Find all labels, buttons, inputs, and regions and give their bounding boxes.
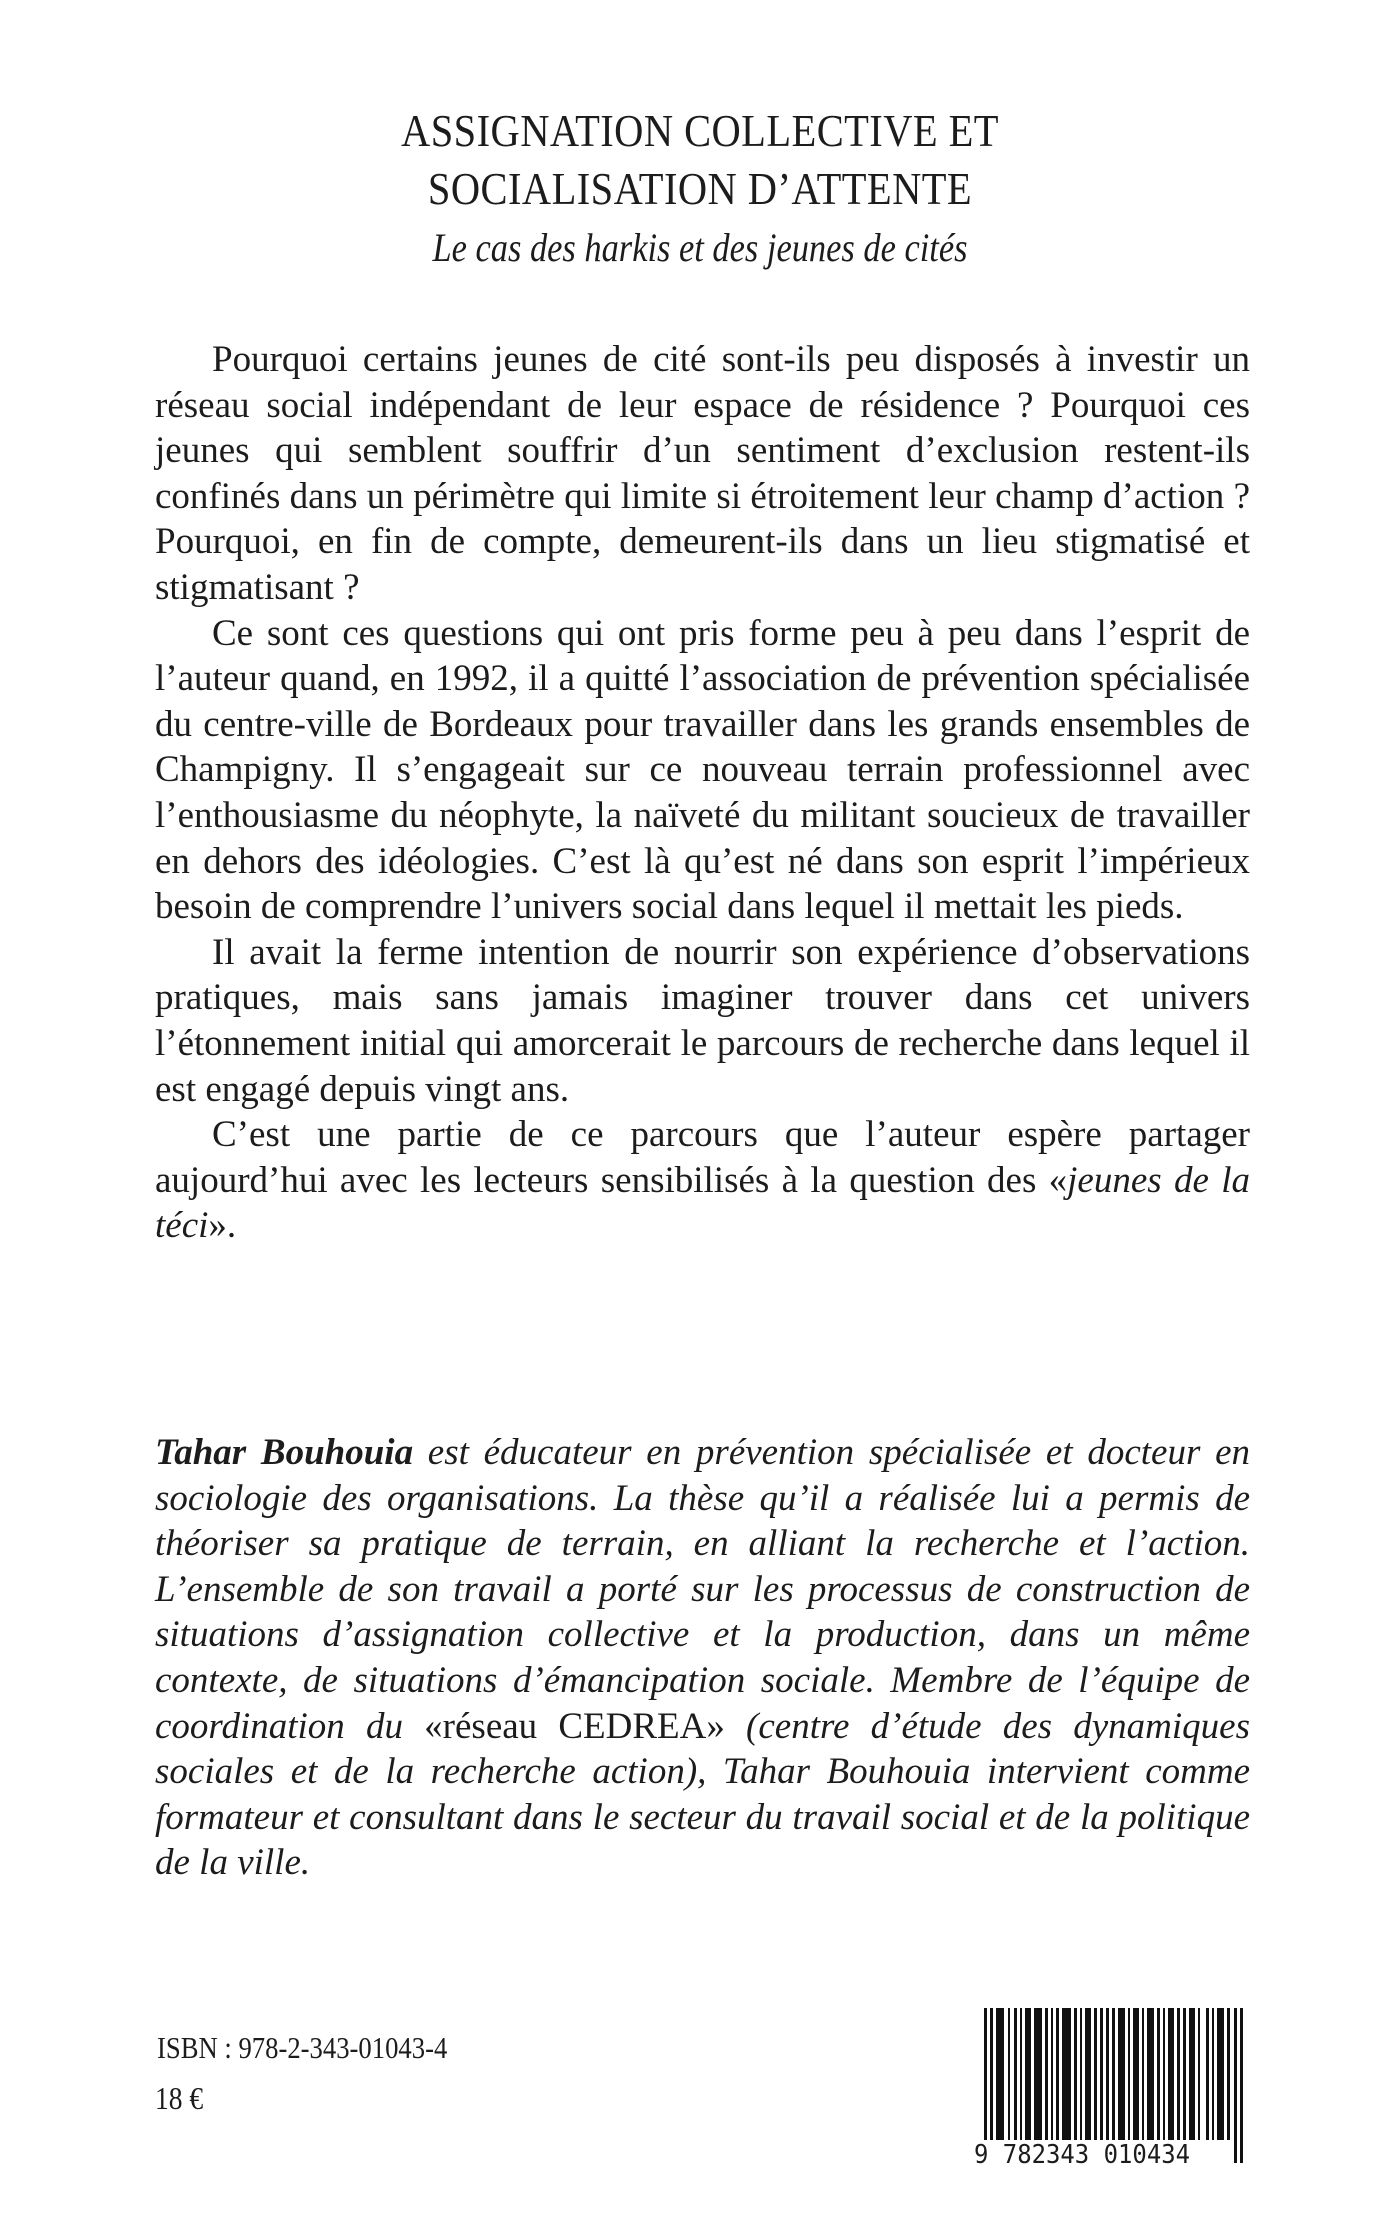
jeunes-de-la-teci-italic: jeunes de la téci <box>155 1159 1250 1247</box>
network-name: «réseau CEDREA» <box>424 1705 725 1747</box>
description-paragraph-1: Pourquoi certains jeunes de cité sont-ils peu disposés à investir un réseau social indépendant de leur espace de résidence ? Pourquoi ces jeunes qui semblent souffrir d’un sentiment d’exclusion restent-ils confinés dans un périmètre qui limite si étroitement leur champ d’action ? Pourquoi, en fin de compte, demeurent-ils dans un lieu stigmatisé et stigmatisant ? <box>155 339 1250 608</box>
description-paragraph-4-text: C’est une partie de ce parcours que l’auteur espère partager aujourd’hui avec les lecteurs sensibilisés à la question des <box>155 1114 1250 1201</box>
description-paragraph-2: Ce sont ces questions qui ont pris forme peu à peu dans l’esprit de l’auteur quand, en 1992, il a quitté l’association de prévention spécialisée du centre-ville de Bordeaux pour travailler dans les grands ensembles de Champigny. Il s’engageait sur ce nouveau terrain professionnel avec l’enthousiasme du néophyte, la naïveté du militant soucieux de travailler en dehors des idéologies. C’est là qu’est né dans son esprit l’impérieux besoin de comprendre l’univers social dans lequel il mettait les pieds. <box>155 612 1250 928</box>
bio-paragraph <box>155 1430 1250 1886</box>
barcode <box>974 2008 1260 2173</box>
author-name: Tahar Bouhouia <box>155 1432 414 1473</box>
book-title-line-2: SOCIALISATION D’ATTENTE <box>427 163 973 214</box>
book-subtitle: Le cas des harkis et des jeunes de cités <box>432 225 968 270</box>
quote-close: ». <box>208 1205 237 1247</box>
price: 18 € <box>155 2080 204 2116</box>
bio-text-1: est éducateur en prévention spécialisée et docteur en sociologie des organisations. La thèse qu’il a réalisée lui a permis de théoriser sa pratique de terrain, en alliant la recherche et l’action. L’ensemble de son travail a porté sur les processus de construction de situations d’assignation collective et la production, dans un même contexte, de situations d’émancipation sociale. Membre de l’équipe de coordination du <box>155 1432 1250 1747</box>
barcode-digits: 9 782343 010434 <box>974 2140 1232 2170</box>
title-block <box>0 102 1400 276</box>
quote-open: « <box>1048 1159 1068 1201</box>
author-bio <box>155 1430 1250 1886</box>
book-description <box>155 337 1250 1249</box>
isbn: ISBN : 978-2-343-01043-4 <box>157 2030 448 2065</box>
description-paragraph-4 <box>155 1112 1250 1249</box>
bio-text-2: (centre d’étude des dynamiques sociales et de la recherche action), Tahar Bouhouia intervient comme formateur et consultant dans le secteur du travail social et de la politique de la ville. <box>155 1705 1251 1884</box>
description-paragraph-3: Il avait la ferme intention de nourrir son expérience d’observations pratiques, mais sans jamais imaginer trouver dans cet univers l’étonnement initial qui amorcerait le parcours de recherche dans lequel il est engagé depuis vingt ans. <box>155 931 1250 1110</box>
book-title-line-1: ASSIGNATION COLLECTIVE ET <box>401 105 999 156</box>
